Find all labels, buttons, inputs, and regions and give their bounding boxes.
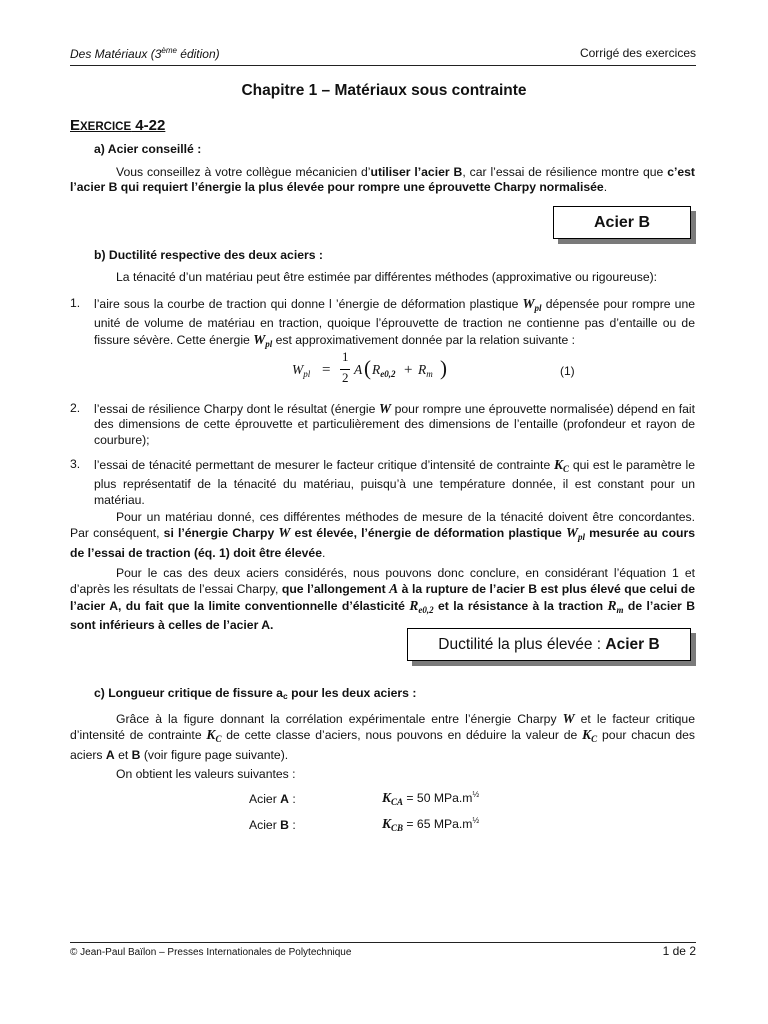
row-value-kcb: $K_{CB} = 65$ $MPa.m^{\frac{1}{2}}$ [382,816,480,834]
section-b-intro: La ténacité d’un matériau peut être estimée par différentes méthodes (approximative ou rigoureuse): [116,270,658,284]
section-b-paragraph-2: Pour un matériau donné, ces différentes méthodes de mesure de la ténacité doivent être concordantes. Par conséquent, si l’énergie Charpy W est élevée, l’énergie de déformation plastique $W_{pl}$ mesurée au cours de l’essai de traction (éq. 1) doit être élevée. [70,510,695,560]
answer-box-acier-b: Acier B [553,206,691,239]
row-label-acier-a: Acier A : [249,792,296,806]
header-section-label: Corrigé des exercices [579,46,696,60]
exercise-heading: EXERCICE 4-22 [70,117,166,134]
section-b-paragraph-3: Pour le cas des deux aciers considérés, nous pouvons donc conclure, en considérant l’équation 1 et d’après les résultats de l’essai Charpy, que l’allongement A à la rupture de l’acier B est plus élevé que celui de l’acier A, du fait que la limite conventionnelle d’élasticité $R_{e0,2}$ et la résistance à la traction $R_m$ de l’acier B sont inférieurs à celles de l’acier A. [70,566,695,633]
section-a-heading: a) Acier conseillé : [94,142,202,156]
footer-copyright: © Jean-Paul Baïlon – Presses Internationales de Polytechnique [70,947,352,958]
header-rule [70,65,696,66]
list-item-3: 3. l’essai de ténacité permettant de mesurer le facteur critique d’intensité de contrainte $K_C$ qui est le paramètre le plus représentatif de la ténacité du matériau, puisqu’à une température donnée, il est constant pour un matériau. [70,457,695,507]
section-c-paragraph: Grâce à la figure donnant la corrélation expérimentale entre l’énergie Charpy W et le facteur critique d’intensité de contrainte $K_C$ de cette classe d’aciers, nous pouvons en déduire la valeur de $K_C$ pour chacun des aciers A et B (voir figure page suivante). [70,711,695,762]
section-c-paragraph-2: On obtient les valeurs suivantes : [116,767,296,781]
chapter-title: Chapitre 1 – Matériaux sous contrainte [241,82,527,99]
section-b-heading: b) Ductilité respective des deux aciers : [94,248,323,262]
equation-number: (1) [560,364,575,378]
list-item-1: 1. l’aire sous la courbe de traction qui donne l ’énergie de déformation plastique $W_{pl}$ dépensée pour rompre une unité de volume de matériau en traction, quoique l’éprouvette de traction ne contienne pas d’entaille ou de fissure sévère. Cette énergie $W_{pl}$ est approximativement donnée par la relation suivante : [70,296,696,349]
equation-1: $W_{pl}$ = 1 2 A ( $R_{e0,2}$ + $R_m$ ) [292,349,447,385]
symbol-wpl: $W_{pl}$ [253,331,273,349]
page-number: 1 de 2 [662,944,696,958]
row-label-acier-b: Acier B : [249,818,296,832]
page-header [70,46,696,62]
answer-box-ductility: Ductilité la plus élevée : Acier B [407,628,691,661]
list-item-2: 2. l’essai de résilience Charpy dont le résultat (énergie W pour rompre une éprouvette normalisée) dépend en fait des dimensions de cette éprouvette et particulièrement des dimensions de l’entaille (profondeur et rayon de courbure); [70,401,696,447]
footer-rule [70,942,696,943]
book-title: Des Matériaux (3ème édition) [70,46,220,61]
section-c-heading: c) Longueur critique de fissure ac pour les deux aciers : [94,686,417,701]
symbol-wpl: $W_{pl}$ [522,296,542,313]
row-value-kca: $K_{CA} = 50$ $MPa.m^{\frac{1}{2}}$ [382,790,480,808]
section-a-paragraph: Vous conseillez à votre collègue mécanicien d’utiliser l’acier B, car l’essai de résilience montre que c’est l’acier B qui requiert l’énergie la plus élevée pour rompre une éprouvette Charpy normalisée. [70,165,695,195]
